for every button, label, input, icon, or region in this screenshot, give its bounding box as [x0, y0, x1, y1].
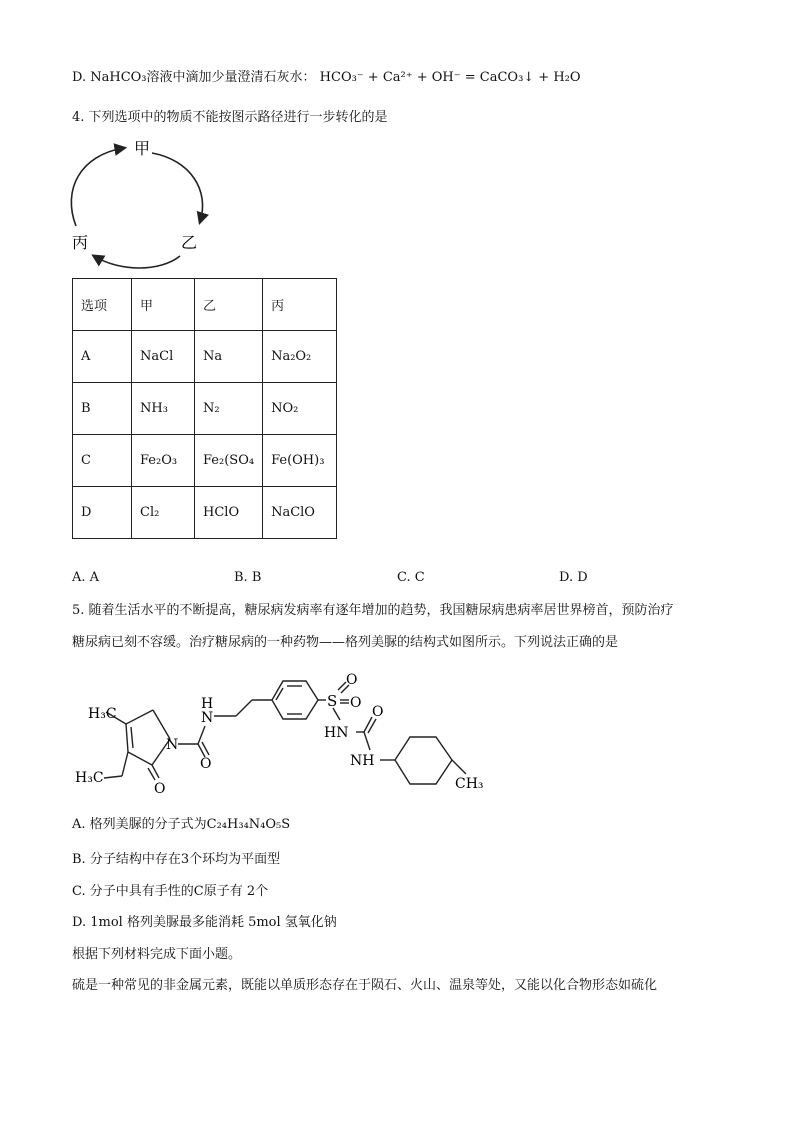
- table-header-cell: 乙: [195, 279, 263, 331]
- label-o-amide: O: [200, 756, 212, 772]
- table-header-cell: 选项: [73, 279, 132, 331]
- cycle-label-yi: 乙: [181, 233, 198, 252]
- material-intro: 根据下列材料完成下面小题。: [72, 947, 242, 962]
- q4-cycle-diagram: [0, 0, 794, 280]
- q4-choice-b: B. B: [234, 570, 262, 585]
- table-cell: C: [73, 435, 132, 487]
- table-cell: Na₂O₂: [263, 331, 337, 383]
- label-o-urea: O: [372, 704, 384, 720]
- label-o-ring: O: [154, 781, 166, 797]
- table-cell: HClO: [195, 487, 263, 539]
- q5-option-a: A. 格列美脲的分子式为C₂₄H₃₄N₄O₅S: [72, 817, 291, 832]
- table-cell: Cl₂: [132, 487, 195, 539]
- table-row: [73, 435, 337, 487]
- q5-stem-line1: 5. 随着生活水平的不断提高，糖尿病发病率有逐年增加的趋势，我国糖尿病患病率居世界榜首，预防治疗: [72, 603, 674, 618]
- label-s: S: [327, 692, 338, 710]
- q3-option-d-label: D.: [72, 70, 87, 85]
- table-row: [73, 487, 337, 539]
- q5-option-b: B. 分子结构中存在3个环均为平面型: [72, 852, 281, 867]
- cycle-arrow-yi-to-bing: [94, 256, 180, 268]
- q3-option-d-equation: HCO₃⁻ + Ca²⁺ + OH⁻ = CaCO₃↓ + H₂O: [319, 70, 581, 85]
- table-cell: Fe₂(SO₄: [195, 435, 263, 487]
- cycle-label-bing: 丙: [72, 233, 89, 252]
- label-ch3-cyclohexyl: CH₃: [455, 776, 484, 792]
- table-header-cell: 甲: [132, 279, 195, 331]
- table-header-cell: 丙: [263, 279, 337, 331]
- table-cell: A: [73, 331, 132, 383]
- label-h3c-ethyl: H₃C: [75, 770, 104, 786]
- q4-choices: [72, 570, 722, 590]
- label-o-sulfonyl-2: O: [350, 695, 362, 711]
- table-cell: Na: [195, 331, 263, 383]
- q3-option-d-text: NaHCO₃溶液中滴加少量澄清石灰水：: [90, 70, 316, 85]
- table-cell: NH₃: [132, 383, 195, 435]
- label-n-ring: N: [166, 737, 179, 753]
- table-header-row: [73, 279, 337, 331]
- glimepiride-structure: [0, 660, 794, 810]
- label-o-sulfonyl-1: O: [346, 672, 358, 688]
- table-row: [73, 383, 337, 435]
- table-cell: B: [73, 383, 132, 435]
- label-h-amide: H: [201, 696, 214, 712]
- table-cell: Fe(OH)₃: [263, 435, 337, 487]
- q4-choice-c: C. C: [397, 570, 425, 585]
- material-text: 硫是一种常见的非金属元素，既能以单质形态存在于陨石、火山、温泉等处，又能以化合物形态如硫化: [72, 978, 658, 993]
- cycle-label-jia: 甲: [134, 139, 151, 158]
- label-n-amide: N: [201, 710, 214, 726]
- table-cell: NaCl: [132, 331, 195, 383]
- label-hn-sulfonyl: HN: [324, 725, 349, 741]
- cycle-arrow-jia-to-yi: [152, 153, 203, 222]
- label-nh-urea: NH: [350, 753, 375, 769]
- label-h3c-top: H₃C: [88, 706, 117, 722]
- q4-choice-a: A. A: [72, 570, 100, 585]
- table-cell: Fe₂O₃: [132, 435, 195, 487]
- q5-stem-line2: 糖尿病已刻不容缓。治疗糖尿病的一种药物——格列美脲的结构式如图所示。下列说法正确的是: [72, 635, 619, 650]
- table-cell: NaClO: [263, 487, 337, 539]
- q5-option-d: D. 1mol 格列美脲最多能消耗 5mol 氢氧化钠: [72, 915, 337, 930]
- table-cell: N₂: [195, 383, 263, 435]
- q4-stem: 4. 下列选项中的物质不能按图示路径进行一步转化的是: [72, 110, 388, 125]
- q4-options-table: [72, 278, 337, 539]
- table-cell: NO₂: [263, 383, 337, 435]
- cycle-arrow-bing-to-jia: [71, 148, 124, 226]
- table-row: [73, 331, 337, 383]
- q5-option-c: C. 分子中具有手性的C原子有 2个: [72, 884, 269, 899]
- q4-choice-d: D. D: [559, 570, 588, 585]
- table-cell: D: [73, 487, 132, 539]
